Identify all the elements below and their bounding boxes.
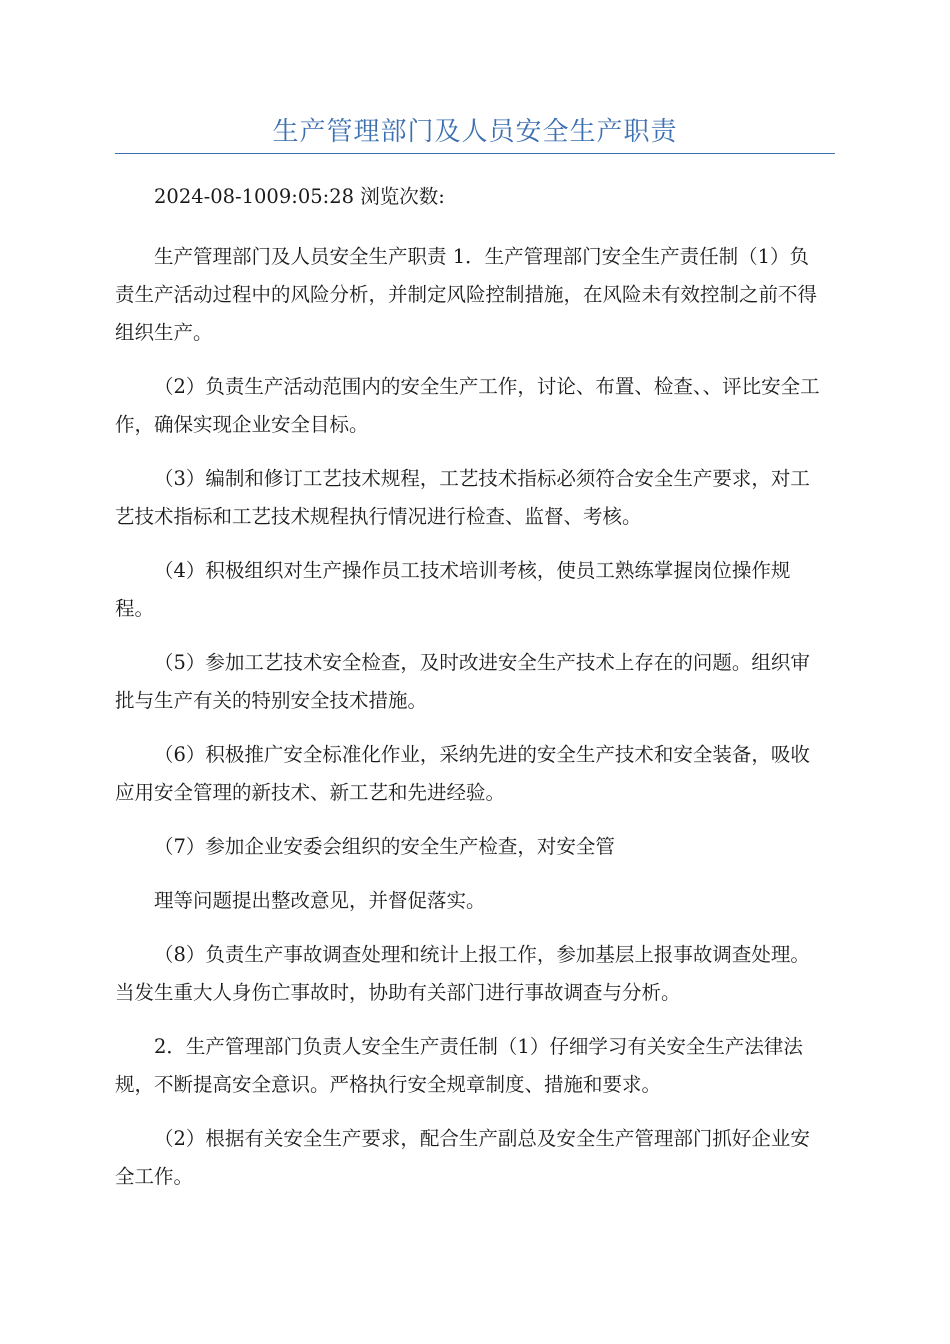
paragraph: （2）负责生产活动范围内的安全生产工作，讨论、布置、检查、、评比安全工作，确保实现企业安全目标。 (115, 375, 820, 436)
paragraph: （2）根据有关安全生产要求，配合生产副总及安全生产管理部门抓好企业安全工作。 (115, 1127, 810, 1188)
document-title: 生产管理部门及人员安全生产职责 (272, 117, 678, 147)
paragraph: （6）积极推广安全标准化作业，采纳先进的安全生产技术和安全装备，吸收应用安全管理的新技术、新工艺和先进经验。 (115, 743, 810, 804)
document-meta: 2024-08-1009:05:28 浏览次数: (154, 185, 445, 208)
paragraph: 理等问题提出整改意见，并督促落实。 (154, 889, 486, 912)
paragraph: （3）编制和修订工艺技术规程，工艺技术指标必须符合安全生产要求，对工艺技术指标和工艺技术规程执行情况进行检查、监督、考核。 (115, 467, 810, 528)
paragraph: （5）参加工艺技术安全检查，及时改进安全生产技术上存在的问题。组织审批与生产有关的特别安全技术措施。 (115, 651, 810, 712)
paragraph: （4）积极组织对生产操作员工技术培训考核，使员工熟练掌握岗位操作规程。 (115, 559, 791, 620)
paragraph: （7）参加企业安委会组织的安全生产检查，对安全管 (154, 835, 615, 858)
title-underline (115, 153, 835, 154)
paragraph: （8）负责生产事故调查处理和统计上报工作，参加基层上报事故调查处理。当发生重大人身伤亡事故时，协助有关部门进行事故调查与分析。 (115, 943, 810, 1004)
paragraph: 生产管理部门及人员安全生产职责 1．生产管理部门安全生产责任制（1）负责生产活动过程中的风险分析，并制定风险控制措施，在风险未有效控制之前不得组织生产。 (115, 245, 818, 344)
document-body (115, 178, 825, 1212)
paragraph: 2．生产管理部门负责人安全生产责任制（1）仔细学习有关安全生产法律法规，不断提高安全意识。严格执行安全规章制度、措施和要求。 (115, 1035, 803, 1096)
